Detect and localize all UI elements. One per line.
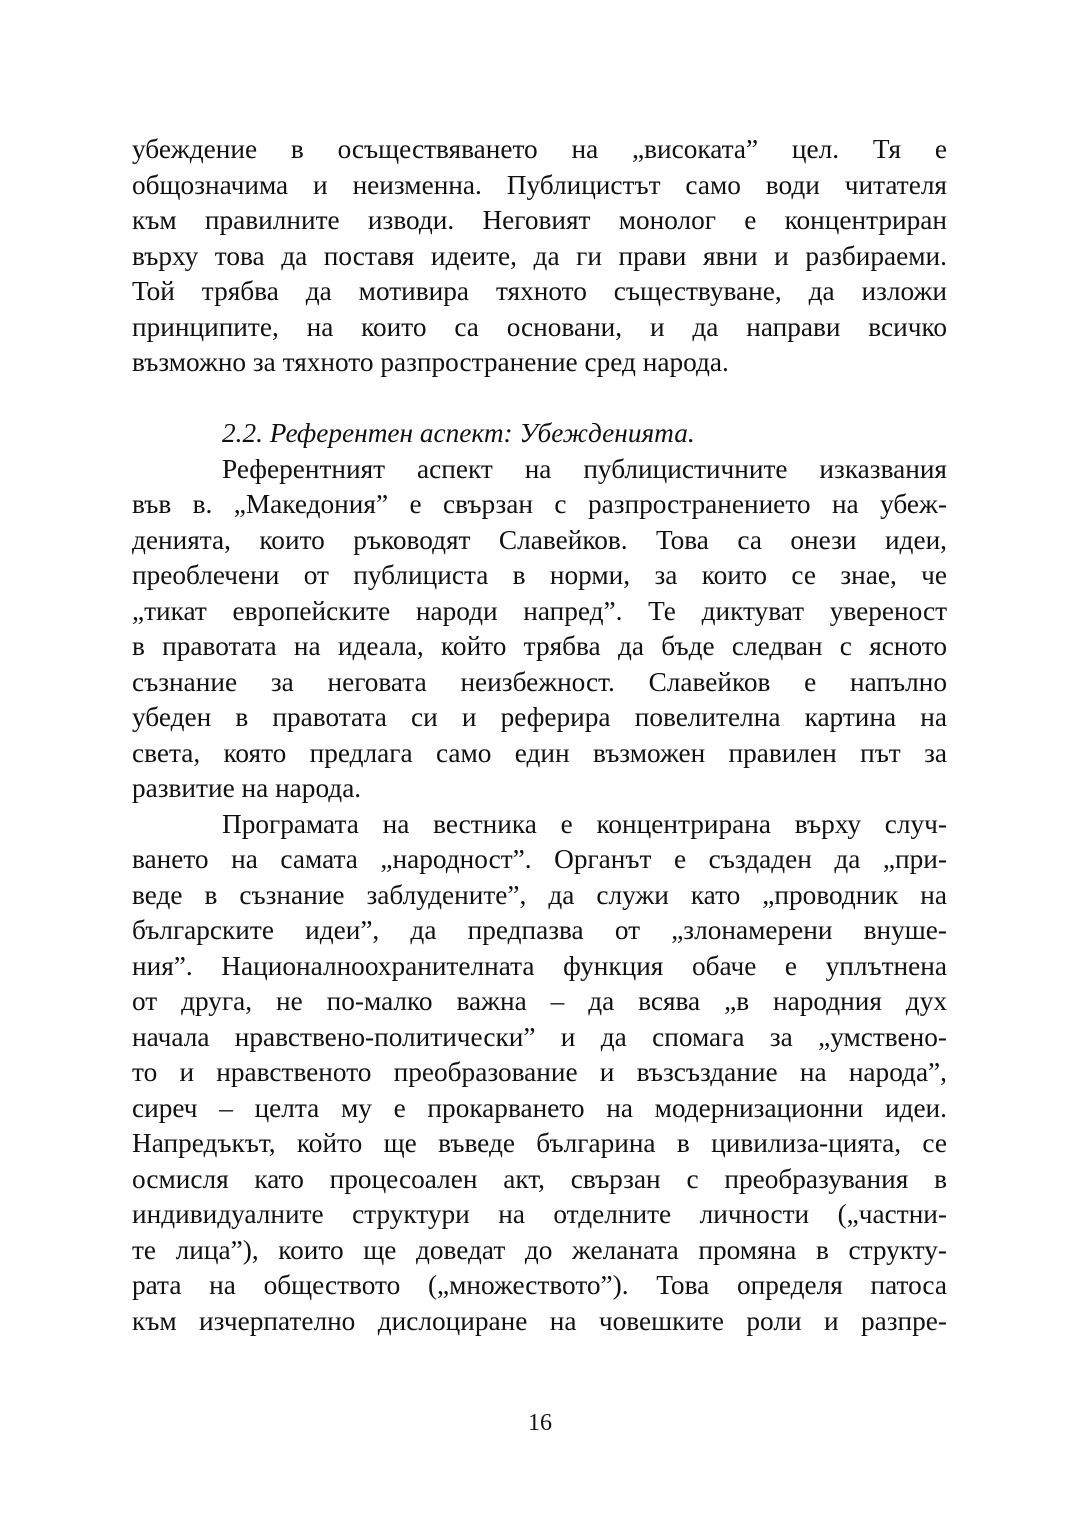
text-line: осмисля като процесоален акт, свързан с преобразувания в <box>132 1163 947 1194</box>
text-line: то и нравственото преобразование и възсъздание на народа”, <box>132 1057 947 1087</box>
text-column <box>132 132 947 1339</box>
text-line: рата на обществото („множеството”). Това определя патоса <box>132 1270 947 1300</box>
text-line: Напредъкът, който ще въведе българина в цивилиза-цията, се <box>132 1128 947 1158</box>
paragraph-2 <box>132 452 947 807</box>
section-heading: 2.2. Референтен аспект: Убежденията. <box>222 418 695 448</box>
paragraph-spacer <box>132 381 947 417</box>
text-line: общозначима и неизменна. Публицистът само води читателя <box>132 169 947 200</box>
text-line: българските идеи”, да предпазва от „злонамерени внуше- <box>132 915 947 945</box>
text-line: развитие на народа. <box>132 773 362 803</box>
text-line: принципите, на които са основани, и да направи всичко <box>132 311 947 342</box>
page-number: 16 <box>528 1410 552 1436</box>
paragraph-1 <box>132 132 947 381</box>
text-line: върху това да поставя идеите, да ги прави явни и разбираеми. <box>132 240 947 271</box>
text-line: света, която предлага само един възможен правилен път за <box>132 737 947 768</box>
text-line: преоблечени от публициста в норми, за които се знае, че <box>132 560 947 590</box>
text-line: убеждение в осъществяването на „високата” цел. Тя е <box>132 134 947 164</box>
text-line: ния”. Националноохранителната функция обаче е уплътнена <box>132 950 947 981</box>
text-line: индивидуалните структури на отделните личности („частни- <box>132 1199 947 1229</box>
paragraph-3 <box>132 807 947 1340</box>
text-line: към изчерпателно дислоциране на човешките роли и разпре- <box>132 1305 947 1336</box>
text-line: Референтният аспект на публицистичните изказвания <box>222 453 947 484</box>
text-line: денията, които ръководят Славейков. Това са онези идеи, <box>132 524 947 555</box>
text-line: начала нравствено-политически” и да спомага за „умствено- <box>132 1021 947 1052</box>
text-line: веде в съзнание заблудените”, да служи като „проводник на <box>132 879 947 910</box>
text-line: те лица”), които ще доведат до желаната промяна в структу- <box>132 1234 947 1265</box>
text-line: убеден в правотата си и реферира повелителна картина на <box>132 702 947 732</box>
text-line: съзнание за неговата неизбежност. Славейков е напълно <box>132 666 947 697</box>
text-line: ването на самата „народност”. Органът е създаден да „при- <box>132 844 947 874</box>
text-line: във в. „Македония” е свързан с разпространението на убеж- <box>132 489 947 519</box>
text-line: възможно за тяхното разпространение сред народа. <box>132 347 729 377</box>
text-line: Той трябва да мотивира тяхното съществуване, да изложи <box>132 276 947 306</box>
text-line: сиреч – целта му е прокарването на модернизационни идеи. <box>132 1092 947 1123</box>
text-line: към правилните изводи. Неговият монолог е концентриран <box>132 205 947 235</box>
text-line: от друга, не по-малко важна – да всява „в народния дух <box>132 986 947 1016</box>
text-line: в правотата на идеала, който трябва да бъде следван с ясното <box>132 631 947 661</box>
text-line: Програмата на вестника е концентрирана върху случ- <box>222 808 947 839</box>
text-line: „тикат европейските народи напред”. Те диктуват увереност <box>132 595 947 626</box>
